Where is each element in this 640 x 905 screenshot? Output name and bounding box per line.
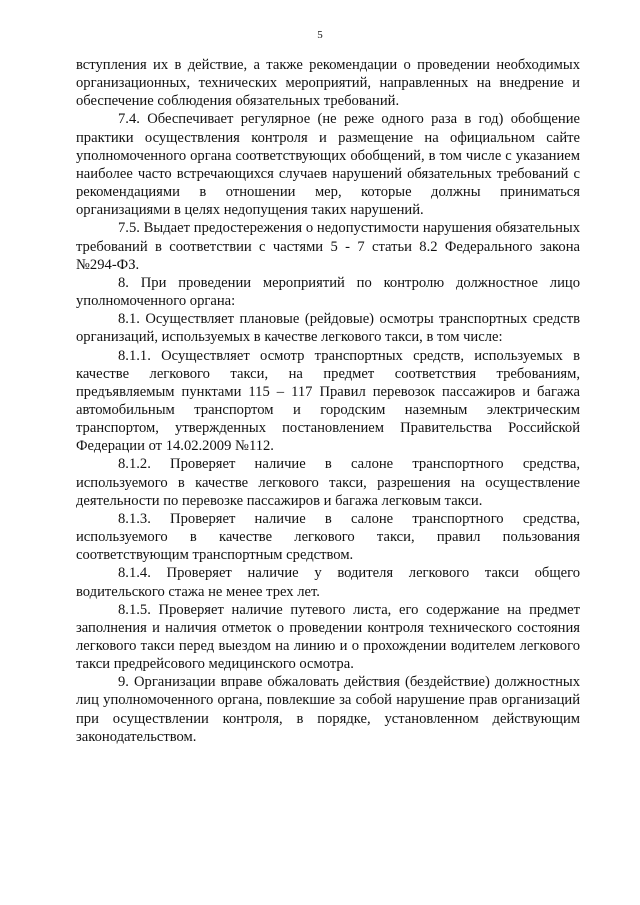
paragraph-7-5: 7.5. Выдает предостережения о недопустимости нарушения обязательных требований в соответствии с частями 5 - 7 статьи 8.2 Федерального закона №294-ФЗ. (76, 220, 580, 273)
paragraph-8: 8. При проведении мероприятий по контролю должностное лицо уполномоченного органа: (76, 274, 580, 310)
paragraph-9: 9. Организации вправе обжаловать действия (бездействие) должностных лиц уполномоченного органа, повлекшие за собой нарушение прав организаций при осуществлении контроля, в порядке, установленном действующим законодательством. (76, 674, 580, 745)
paragraph-8-1-5: 8.1.5. Проверяет наличие путевого листа, его содержание на предмет заполнения и наличия отметок о проведении контроля технического состояния легкового такси перед выездом на линию и о прохождении водителем легкового такси предрейсового медицинского осмотра. (76, 601, 580, 673)
paragraph-8-1-4: 8.1.4. Проверяет наличие у водителя легкового такси общего водительского стажа не менее трех лет. (76, 565, 580, 600)
page-number: 5 (317, 29, 323, 41)
paragraph-7-4: 7.4. Обеспечивает регулярное (не реже одного раза в год) обобщение практики осуществления контроля и размещение на официальном сайте уполномоченного органа соответствующих обобщений, в том числе с указанием наиболее часто встречающихся случаев нарушений обязательных требований с рекомендациями в отношении мер, которые должны приниматься организациями в целях недопущения таких нарушений. (76, 111, 580, 219)
paragraph-8-1-3: 8.1.3. Проверяет наличие в салоне транспортного средства, используемого в качестве легкового такси, правил пользования соответствующим транспортным средством. (76, 510, 580, 564)
paragraph-8-1: 8.1. Осуществляет плановые (рейдовые) осмотры транспортных средств организаций, используемых в качестве легкового такси, в том числе: (76, 311, 580, 346)
paragraph-continuation: вступления их в действие, а также рекомендации о проведении необходимых организационных, технических мероприятий, направленных на внедрение и обеспечение соблюдения обязательных требований. (76, 57, 580, 110)
paragraph-8-1-1: 8.1.1. Осуществляет осмотр транспортных средств, используемых в качестве легкового такси, на предмет соответствия требованиям, предъявляемым пунктами 115 – 117 Правил перевозок пассажиров и багажа автомобильным транспортом и городским наземным электрическим транспортом, утвержденных постановлением Правительства Российской Федерации от 14.02.2009 №112. (76, 347, 580, 455)
paragraph-8-1-2: 8.1.2. Проверяет наличие в салоне транспортного средства, используемого в качестве легкового такси, разрешения на осуществление деятельности по перевозке пассажиров и багажа легковым такси. (76, 456, 580, 509)
document-body (76, 56, 580, 746)
